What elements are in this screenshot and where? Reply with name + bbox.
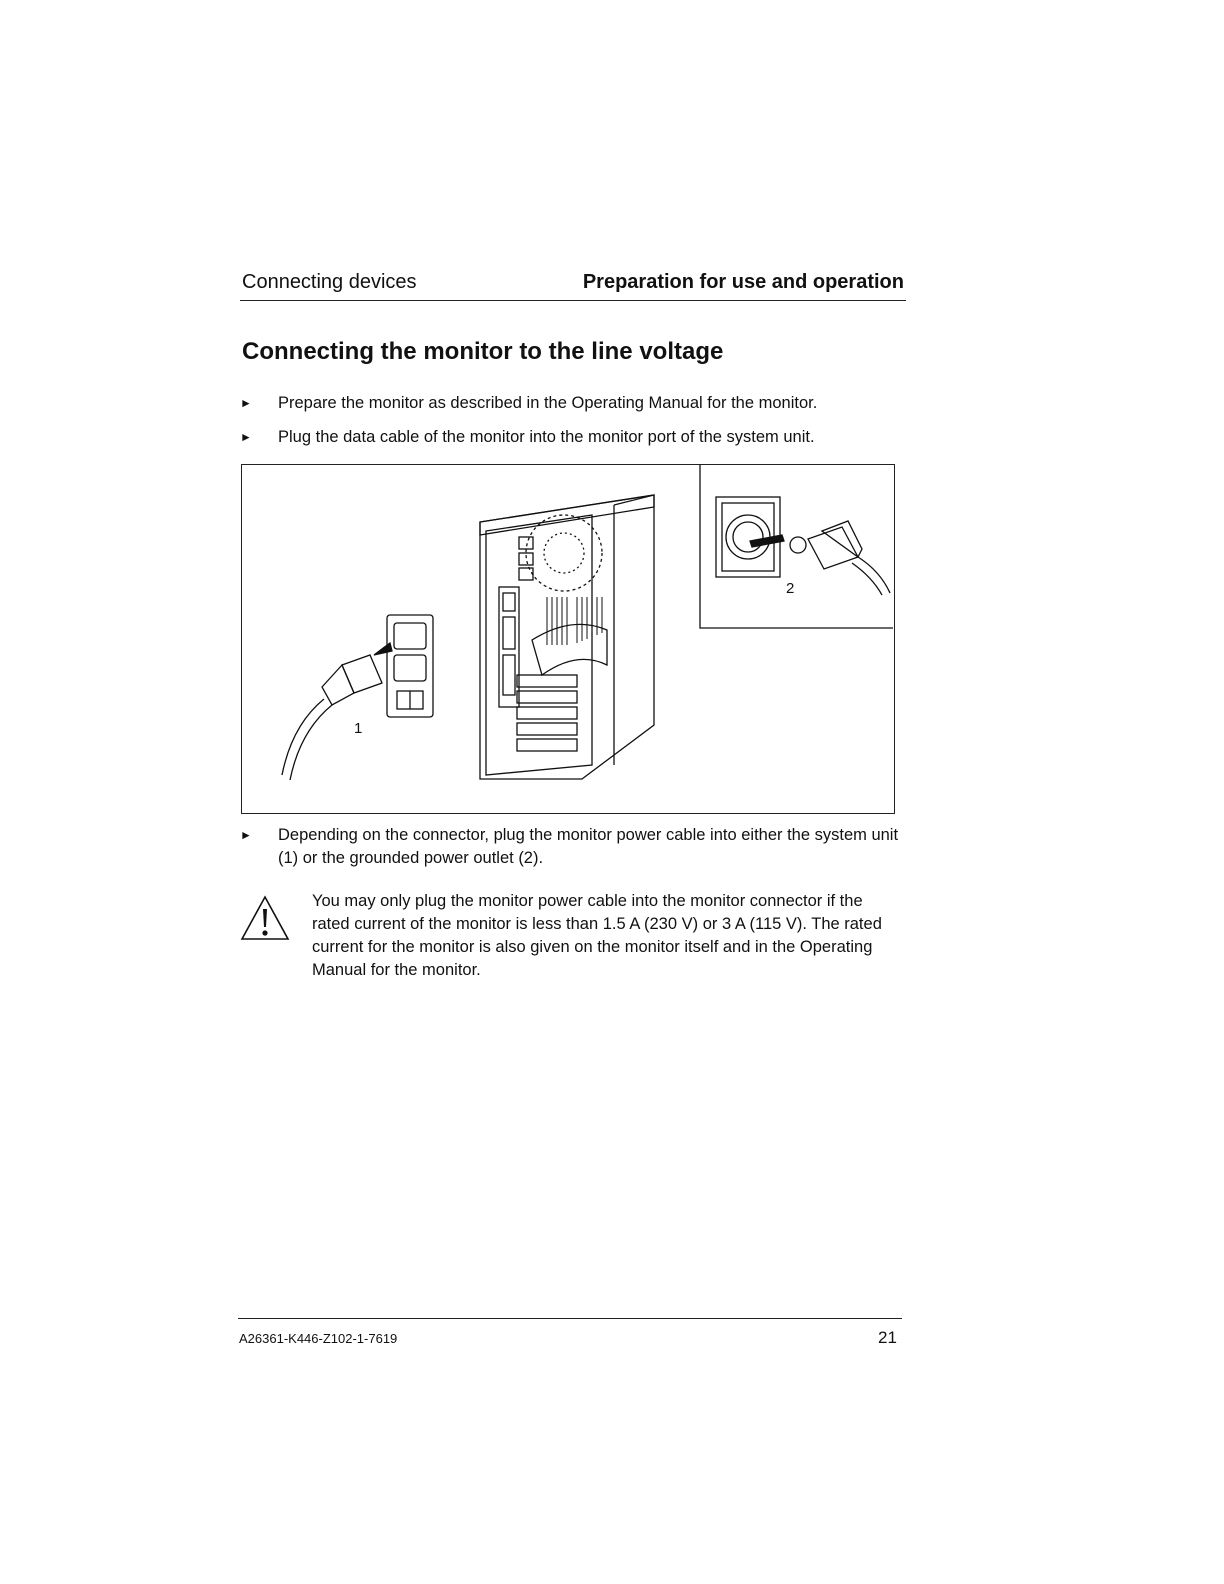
grounded-power-outlet xyxy=(716,497,784,577)
header-divider xyxy=(240,300,906,301)
step-plug-data-cable xyxy=(240,426,900,449)
footer-doc-number: A26361-K446-Z102-1-7619 xyxy=(239,1331,398,1346)
warning-triangle-icon xyxy=(240,895,290,941)
step-prepare-monitor xyxy=(240,392,900,415)
bullet-arrow-icon: ► xyxy=(240,396,252,410)
power-plug-2 xyxy=(790,521,890,595)
footer-divider xyxy=(238,1318,902,1319)
header-chapter: Preparation for use and operation xyxy=(582,271,904,293)
step-text: Plug the data cable of the monitor into the monitor port of the system unit. xyxy=(278,428,815,446)
label-system-unit: 1 xyxy=(354,720,363,737)
page-title: Connecting the monitor to the line voltage xyxy=(242,338,724,365)
footer-page-number: 21 xyxy=(878,1328,897,1347)
label-outlet: 2 xyxy=(786,580,795,597)
header-section: Connecting devices xyxy=(242,271,417,293)
connection-illustration xyxy=(242,465,893,812)
outlet-inset-border xyxy=(700,465,893,628)
system-unit-power-socket xyxy=(374,615,433,717)
connection-figure xyxy=(241,464,895,814)
step-plug-power-cable xyxy=(240,824,900,870)
step-text: Prepare the monitor as described in the Operating Manual for the monitor. xyxy=(278,394,818,412)
bullet-arrow-icon: ► xyxy=(240,828,252,842)
system-unit-tower xyxy=(480,495,654,779)
power-cable-1 xyxy=(282,655,382,780)
warning-text: You may only plug the monitor power cable into the monitor connector if the rated current of the monitor is less than 1.5 A (230 V) or 3 A (115 V). The rated current for the monitor is also given on the monitor itself and in the Operating Manual for the monitor. xyxy=(312,892,882,979)
bullet-arrow-icon: ► xyxy=(240,430,252,444)
step-text: Depending on the connector, plug the monitor power cable into either the system unit (1) or the grounded power outlet (2). xyxy=(278,826,899,867)
